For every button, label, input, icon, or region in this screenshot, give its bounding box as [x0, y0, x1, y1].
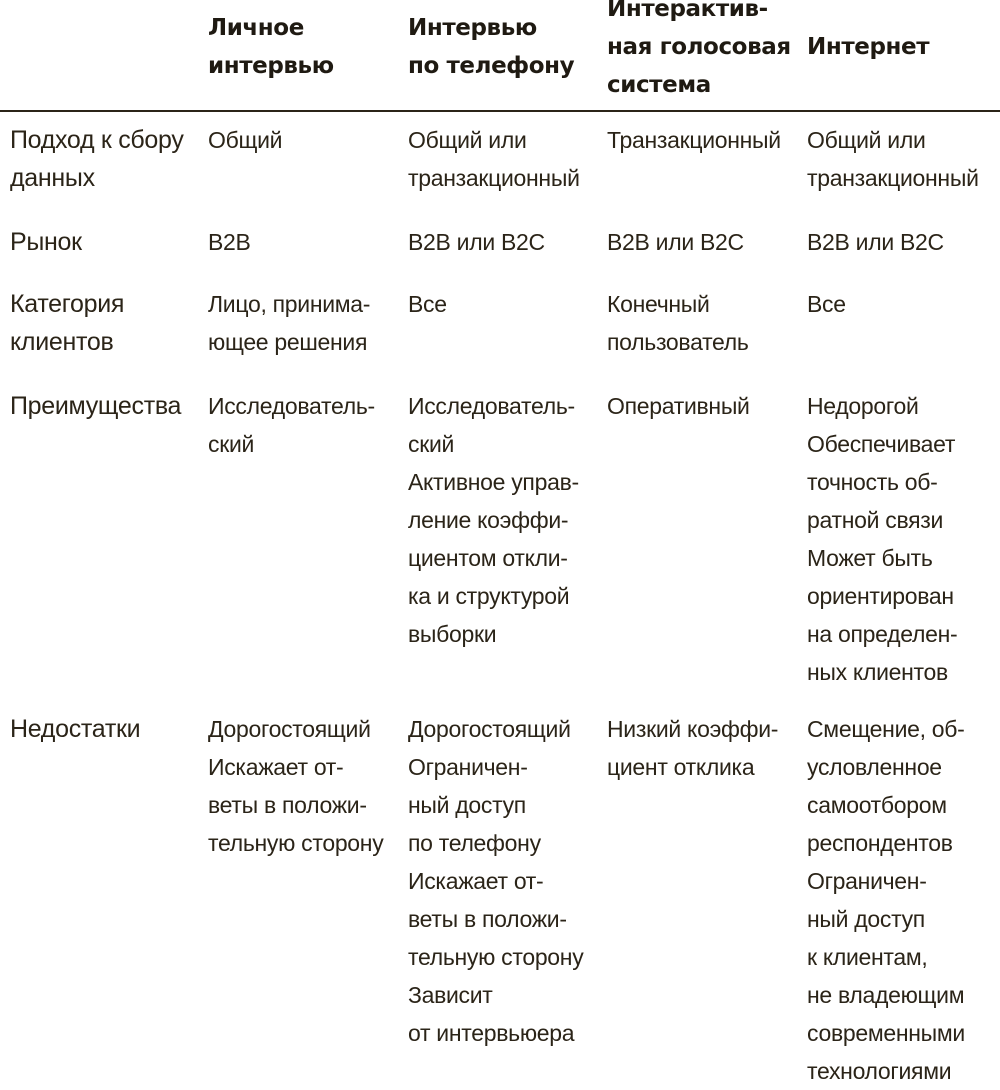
table-cell — [807, 121, 979, 197]
text-line: Оперативный — [607, 393, 750, 419]
text-line: Ограничен- — [408, 754, 528, 780]
text-line: B2B или B2C — [807, 229, 944, 255]
text-line: веты в положи- — [408, 906, 567, 932]
text-line: точность об- — [807, 469, 938, 495]
text-line: условленное — [807, 754, 942, 780]
text-line: от интервьюера — [408, 1020, 575, 1046]
text-line: Общий или — [807, 127, 926, 153]
text-line: респондентов — [807, 830, 953, 856]
row-label — [10, 710, 140, 748]
text-line: тельную сторону — [408, 944, 584, 970]
text-line: Низкий коэффи- — [607, 716, 779, 742]
table-cell — [408, 285, 447, 323]
text-line: Подход к сбору — [10, 126, 184, 154]
text-line: ющее решения — [208, 329, 368, 355]
text-line: ратной связи — [807, 507, 944, 533]
text-line: по телефону — [408, 830, 541, 856]
text-line: выборки — [408, 621, 497, 647]
row-label — [10, 223, 82, 261]
column-header-2 — [408, 9, 574, 85]
text-line: Лицо, принима- — [208, 291, 371, 317]
text-line: по телефону — [408, 53, 575, 79]
text-line: Смещение, об- — [807, 716, 965, 742]
text-line: циентом откли- — [408, 545, 568, 571]
text-line: ных клиентов — [807, 659, 948, 685]
text-line: Рынок — [10, 228, 82, 256]
text-line: Общий — [208, 127, 283, 153]
text-line: Транзакционный — [607, 127, 781, 153]
text-line: Дорогостоящий — [408, 716, 571, 742]
column-header-1 — [208, 9, 334, 85]
text-line: Активное управ- — [408, 469, 579, 495]
row-label — [10, 285, 124, 361]
column-header-3 — [607, 0, 791, 104]
table-cell — [607, 710, 778, 786]
text-line: Конечный — [607, 291, 710, 317]
text-line: современными — [807, 1020, 965, 1046]
text-line: ка и структурой — [408, 583, 570, 609]
table-cell — [408, 387, 579, 653]
text-line: клиентов — [10, 328, 114, 356]
text-line: Дорогостоящий — [208, 716, 371, 742]
row-label — [10, 387, 181, 425]
text-line: интервью — [208, 53, 334, 79]
header-divider — [0, 110, 1000, 112]
text-line: Интернет — [807, 34, 930, 60]
table-cell — [807, 710, 965, 1090]
text-line: Обеспечивает — [807, 431, 956, 457]
text-line: транзакционный — [807, 165, 979, 191]
table-cell — [607, 285, 749, 361]
text-line: Все — [408, 291, 447, 317]
text-line: Недостатки — [10, 715, 141, 743]
text-line: B2B или B2C — [408, 229, 545, 255]
text-line: ский — [408, 431, 455, 457]
text-line: ский — [208, 431, 255, 457]
table-cell — [208, 710, 383, 862]
text-line: не владеющим — [807, 982, 965, 1008]
table-cell — [807, 387, 957, 691]
table-cell — [408, 121, 580, 197]
table-cell — [607, 121, 781, 159]
text-line: система — [607, 72, 711, 98]
text-line: Исследователь- — [208, 393, 375, 419]
text-line: Общий или — [408, 127, 527, 153]
text-line: B2B или B2C — [607, 229, 744, 255]
text-line: ный доступ — [807, 906, 925, 932]
text-line: пользователь — [607, 329, 749, 355]
text-line: ная голосовая — [607, 34, 791, 60]
table-cell — [807, 285, 846, 323]
column-header-4 — [807, 28, 929, 66]
table-cell — [807, 223, 944, 261]
table-cell — [208, 121, 282, 159]
text-line: Личное — [208, 15, 304, 41]
table-cell — [208, 223, 251, 261]
text-line: Интерактив- — [607, 0, 768, 22]
text-line: технологиями — [807, 1058, 952, 1084]
text-line: тельную сторону — [208, 830, 384, 856]
text-line: Искажает от- — [208, 754, 344, 780]
text-line: Преимущества — [10, 392, 182, 420]
table-cell — [408, 223, 545, 261]
text-line: Все — [807, 291, 846, 317]
text-line: данных — [10, 164, 95, 192]
text-line: Категория — [10, 290, 125, 318]
text-line: к клиентам, — [807, 944, 928, 970]
text-line: веты в положи- — [208, 792, 367, 818]
text-line: Недорогой — [807, 393, 919, 419]
text-line: самоотбором — [807, 792, 947, 818]
table-cell — [408, 710, 583, 1052]
text-line: циент отклика — [607, 754, 755, 780]
text-line: транзакционный — [408, 165, 580, 191]
table-cell — [208, 285, 370, 361]
text-line: Интервью — [408, 15, 537, 41]
table-cell — [607, 387, 750, 425]
text-line: Может быть — [807, 545, 933, 571]
text-line: ление коэффи- — [408, 507, 569, 533]
text-line: B2B — [208, 229, 251, 255]
text-line: Зависит — [408, 982, 493, 1008]
text-line: ный доступ — [408, 792, 526, 818]
text-line: Исследователь- — [408, 393, 575, 419]
text-line: Ограничен- — [807, 868, 927, 894]
text-line: Искажает от- — [408, 868, 544, 894]
row-label — [10, 121, 184, 197]
text-line: на определен- — [807, 621, 958, 647]
table-cell — [607, 223, 744, 261]
text-line: ориентирован — [807, 583, 954, 609]
table-cell — [208, 387, 375, 463]
